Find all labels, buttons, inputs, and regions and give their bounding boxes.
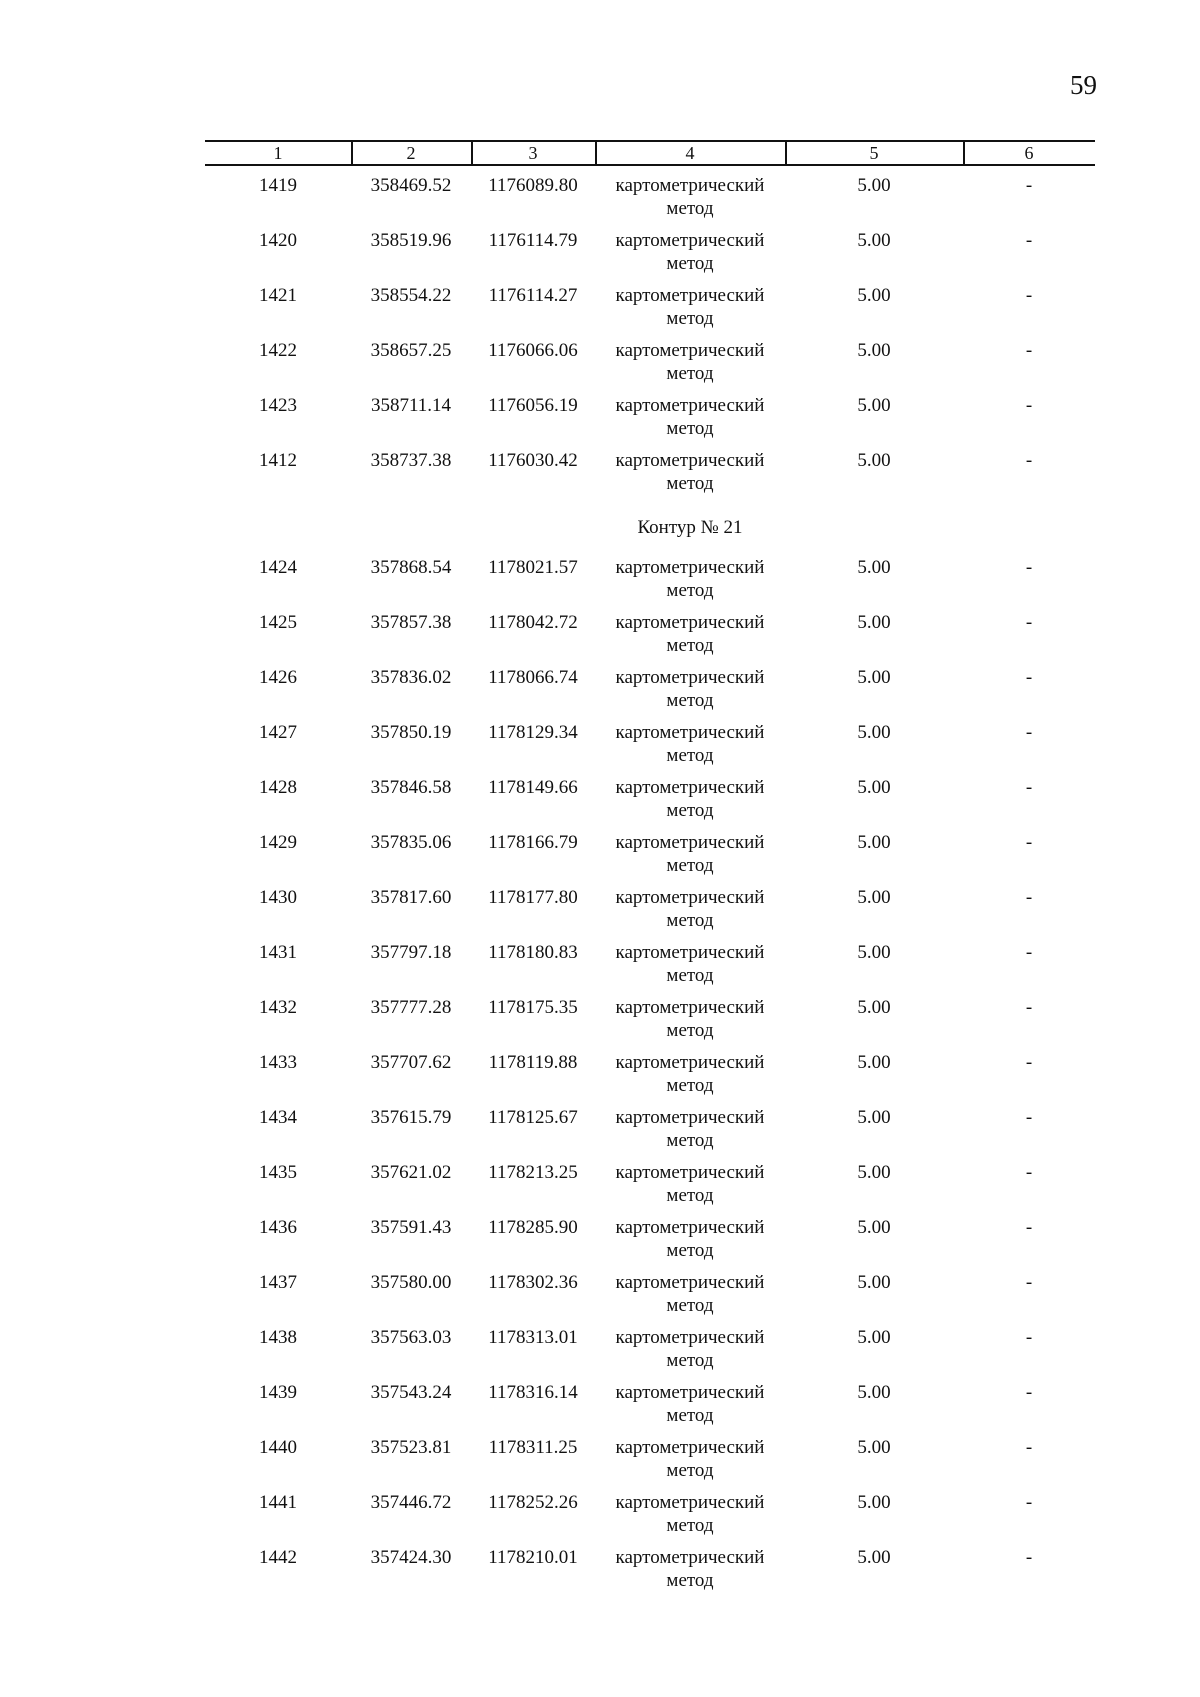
method-line-1: картометрический — [615, 1272, 765, 1293]
point-number: 1424 — [259, 557, 297, 578]
table-row — [205, 394, 1095, 440]
method-line-1: картометрический — [615, 395, 765, 416]
method-line-2: метод — [666, 800, 714, 821]
point-number: 1437 — [259, 1272, 297, 1293]
method-line-1: картометрический — [615, 1107, 765, 1128]
note-value: - — [1025, 612, 1033, 633]
coordinate-x: 357615.79 — [370, 1107, 452, 1128]
method-cell — [595, 666, 785, 712]
point-number: 1427 — [259, 722, 297, 743]
point-number: 1426 — [259, 667, 297, 688]
method-line-1: картометрический — [615, 832, 765, 853]
coordinate-x: 357817.60 — [370, 887, 452, 908]
method-line-1: картометрический — [615, 1492, 765, 1513]
coordinate-x: 358469.52 — [370, 175, 452, 196]
point-number: 1421 — [259, 285, 297, 306]
coordinate-y: 1178175.35 — [488, 997, 578, 1018]
method-cell — [595, 996, 785, 1042]
method-line-1: картометрический — [615, 1327, 765, 1348]
table-row — [205, 1326, 1095, 1372]
method-line-2: метод — [666, 418, 714, 439]
accuracy-value: 5.00 — [857, 1162, 891, 1183]
table-row — [205, 611, 1095, 657]
method-cell — [595, 776, 785, 822]
accuracy-value: 5.00 — [857, 777, 891, 798]
column-header-2: 2 — [351, 142, 473, 164]
note-value: - — [1025, 340, 1033, 361]
method-line-1: картометрический — [615, 340, 765, 361]
point-number: 1431 — [259, 942, 297, 963]
method-line-1: картометрический — [615, 285, 765, 306]
method-cell — [595, 721, 785, 767]
note-value: - — [1025, 1437, 1033, 1458]
method-cell — [595, 886, 785, 932]
method-line-2: метод — [666, 1295, 714, 1316]
method-line-2: метод — [666, 690, 714, 711]
method-line-1: картометрический — [615, 887, 765, 908]
coordinate-y: 1178316.14 — [488, 1382, 578, 1403]
method-line-1: картометрический — [615, 557, 765, 578]
table-row — [205, 1106, 1095, 1152]
column-header-4: 4 — [595, 142, 787, 164]
coordinate-y: 1178285.90 — [488, 1217, 578, 1238]
coordinate-y: 1176066.06 — [488, 340, 578, 361]
point-number: 1430 — [259, 887, 297, 908]
note-value: - — [1025, 1327, 1033, 1348]
coordinate-x: 358657.25 — [370, 340, 452, 361]
method-line-2: метод — [666, 1460, 714, 1481]
contour-heading: Контур № 21 — [637, 517, 743, 538]
method-cell — [595, 394, 785, 440]
method-line-2: метод — [666, 1405, 714, 1426]
note-value: - — [1025, 997, 1033, 1018]
table-row — [205, 229, 1095, 275]
table-row — [205, 1051, 1095, 1097]
method-cell — [595, 174, 785, 220]
coordinate-y: 1176089.80 — [488, 175, 578, 196]
coordinate-y: 1178066.74 — [488, 667, 578, 688]
note-value: - — [1025, 175, 1033, 196]
method-cell — [595, 339, 785, 385]
method-cell — [595, 229, 785, 275]
method-line-1: картометрический — [615, 1547, 765, 1568]
table-row — [205, 1216, 1095, 1262]
point-number: 1412 — [259, 450, 297, 471]
accuracy-value: 5.00 — [857, 1382, 891, 1403]
note-value: - — [1025, 942, 1033, 963]
method-line-1: картометрический — [615, 997, 765, 1018]
coordinate-x: 357850.19 — [370, 722, 452, 743]
point-number: 1439 — [259, 1382, 297, 1403]
note-value: - — [1025, 450, 1033, 471]
note-value: - — [1025, 1382, 1033, 1403]
point-number: 1432 — [259, 997, 297, 1018]
accuracy-value: 5.00 — [857, 1437, 891, 1458]
coordinate-x: 357446.72 — [370, 1492, 452, 1513]
table-row — [205, 886, 1095, 932]
coordinate-y: 1178210.01 — [488, 1547, 578, 1568]
note-value: - — [1025, 1547, 1033, 1568]
note-value: - — [1025, 395, 1033, 416]
method-cell — [595, 1491, 785, 1537]
coordinate-x: 358737.38 — [370, 450, 452, 471]
point-number: 1433 — [259, 1052, 297, 1073]
coordinate-x: 357797.18 — [370, 942, 452, 963]
coordinate-y: 1176114.27 — [488, 285, 578, 306]
coordinate-x: 357563.03 — [370, 1327, 452, 1348]
method-line-2: метод — [666, 363, 714, 384]
accuracy-value: 5.00 — [857, 997, 891, 1018]
coordinate-y: 1178042.72 — [488, 612, 578, 633]
method-line-2: метод — [666, 965, 714, 986]
method-cell — [595, 831, 785, 877]
coordinate-x: 357857.38 — [370, 612, 452, 633]
table-row — [205, 339, 1095, 385]
method-line-2: метод — [666, 580, 714, 601]
method-cell — [595, 449, 785, 495]
accuracy-value: 5.00 — [857, 832, 891, 853]
accuracy-value: 5.00 — [857, 612, 891, 633]
method-line-1: картометрический — [615, 942, 765, 963]
table-row — [205, 721, 1095, 767]
accuracy-value: 5.00 — [857, 722, 891, 743]
accuracy-value: 5.00 — [857, 450, 891, 471]
note-value: - — [1025, 557, 1033, 578]
point-number: 1436 — [259, 1217, 297, 1238]
note-value: - — [1025, 230, 1033, 251]
coordinate-y: 1178252.26 — [488, 1492, 578, 1513]
coordinate-y: 1178119.88 — [488, 1052, 578, 1073]
table-row — [205, 174, 1095, 220]
coordinate-y: 1178125.67 — [488, 1107, 578, 1128]
method-line-1: картометрический — [615, 1382, 765, 1403]
column-header-6: 6 — [1024, 143, 1034, 163]
method-line-2: метод — [666, 1075, 714, 1096]
coordinate-x: 357621.02 — [370, 1162, 452, 1183]
method-line-1: картометрический — [615, 722, 765, 743]
note-value: - — [1025, 1162, 1033, 1183]
method-cell — [595, 1161, 785, 1207]
table-row — [205, 1491, 1095, 1537]
coordinate-x: 357846.58 — [370, 777, 452, 798]
method-line-1: картометрический — [615, 612, 765, 633]
method-line-2: метод — [666, 910, 714, 931]
table-header — [205, 140, 1095, 166]
method-line-2: метод — [666, 1515, 714, 1536]
table-row — [205, 1381, 1095, 1427]
method-line-1: картометрический — [615, 175, 765, 196]
point-number: 1423 — [259, 395, 297, 416]
accuracy-value: 5.00 — [857, 942, 891, 963]
column-header-3: 3 — [471, 142, 597, 164]
note-value: - — [1025, 1052, 1033, 1073]
coordinate-x: 357591.43 — [370, 1217, 452, 1238]
coordinate-y: 1178129.34 — [488, 722, 578, 743]
note-value: - — [1025, 1107, 1033, 1128]
point-number: 1435 — [259, 1162, 297, 1183]
method-line-2: метод — [666, 1350, 714, 1371]
note-value: - — [1025, 1272, 1033, 1293]
coordinate-x: 357424.30 — [370, 1547, 452, 1568]
point-number: 1441 — [259, 1492, 297, 1513]
method-line-1: картометрический — [615, 1217, 765, 1238]
coordinate-x: 357580.00 — [370, 1272, 452, 1293]
method-line-1: картометрический — [615, 1052, 765, 1073]
accuracy-value: 5.00 — [857, 1272, 891, 1293]
point-number: 1440 — [259, 1437, 297, 1458]
note-value: - — [1025, 667, 1033, 688]
method-line-2: метод — [666, 1185, 714, 1206]
method-line-2: метод — [666, 473, 714, 494]
coordinate-x: 358519.96 — [370, 230, 452, 251]
accuracy-value: 5.00 — [857, 887, 891, 908]
method-line-2: метод — [666, 1130, 714, 1151]
method-cell — [595, 611, 785, 657]
accuracy-value: 5.00 — [857, 175, 891, 196]
method-line-1: картометрический — [615, 1437, 765, 1458]
note-value: - — [1025, 832, 1033, 853]
coordinate-y: 1178180.83 — [488, 942, 578, 963]
table-row — [205, 666, 1095, 712]
table-row — [205, 284, 1095, 330]
coordinate-y: 1178302.36 — [488, 1272, 578, 1293]
accuracy-value: 5.00 — [857, 340, 891, 361]
method-line-2: метод — [666, 635, 714, 656]
accuracy-value: 5.00 — [857, 230, 891, 251]
method-line-2: метод — [666, 855, 714, 876]
point-number: 1434 — [259, 1107, 297, 1128]
point-number: 1442 — [259, 1547, 297, 1568]
method-line-2: метод — [666, 198, 714, 219]
coordinate-x: 357523.81 — [370, 1437, 452, 1458]
point-number: 1429 — [259, 832, 297, 853]
note-value: - — [1025, 887, 1033, 908]
table-row — [205, 776, 1095, 822]
note-value: - — [1025, 777, 1033, 798]
method-line-2: метод — [666, 1240, 714, 1261]
accuracy-value: 5.00 — [857, 1052, 891, 1073]
coordinate-y: 1178313.01 — [488, 1327, 578, 1348]
method-cell — [595, 1271, 785, 1317]
coordinate-y: 1176030.42 — [488, 450, 578, 471]
point-number: 1419 — [259, 175, 297, 196]
method-line-1: картометрический — [615, 230, 765, 251]
accuracy-value: 5.00 — [857, 285, 891, 306]
table-row — [205, 941, 1095, 987]
coordinate-x: 357707.62 — [370, 1052, 452, 1073]
method-line-1: картометрический — [615, 667, 765, 688]
table-row — [205, 449, 1095, 495]
coordinate-x: 357836.02 — [370, 667, 452, 688]
coordinate-y: 1178021.57 — [488, 557, 578, 578]
column-header-1: 1 — [205, 142, 353, 164]
method-cell — [595, 1546, 785, 1592]
note-value: - — [1025, 1492, 1033, 1513]
table-row — [205, 1161, 1095, 1207]
point-number: 1422 — [259, 340, 297, 361]
coordinate-x: 357543.24 — [370, 1382, 452, 1403]
page-number: 59 — [1070, 70, 1097, 100]
coordinate-y: 1176114.79 — [488, 230, 578, 251]
point-number: 1420 — [259, 230, 297, 251]
coordinate-y: 1176056.19 — [488, 395, 578, 416]
note-value: - — [1025, 722, 1033, 743]
method-line-1: картометрический — [615, 1162, 765, 1183]
accuracy-value: 5.00 — [857, 1327, 891, 1348]
column-header-5: 5 — [785, 142, 965, 164]
table-row — [205, 556, 1095, 602]
accuracy-value: 5.00 — [857, 1217, 891, 1238]
coordinate-x: 357777.28 — [370, 997, 452, 1018]
method-cell — [595, 1381, 785, 1427]
coordinate-x: 358711.14 — [370, 395, 452, 416]
note-value: - — [1025, 1217, 1033, 1238]
accuracy-value: 5.00 — [857, 1492, 891, 1513]
method-cell — [595, 1326, 785, 1372]
note-value: - — [1025, 285, 1033, 306]
method-line-1: картометрический — [615, 777, 765, 798]
method-cell — [595, 284, 785, 330]
accuracy-value: 5.00 — [857, 557, 891, 578]
method-line-2: метод — [666, 308, 714, 329]
coordinate-y: 1178166.79 — [488, 832, 578, 853]
point-number: 1438 — [259, 1327, 297, 1348]
coordinate-x: 357868.54 — [370, 557, 452, 578]
coordinate-y: 1178311.25 — [488, 1437, 578, 1458]
table-row — [205, 1436, 1095, 1482]
table-row — [205, 1546, 1095, 1592]
method-line-2: метод — [666, 745, 714, 766]
accuracy-value: 5.00 — [857, 667, 891, 688]
accuracy-value: 5.00 — [857, 1547, 891, 1568]
method-cell — [595, 1051, 785, 1097]
method-line-2: метод — [666, 1570, 714, 1591]
point-number: 1425 — [259, 612, 297, 633]
table-row — [205, 996, 1095, 1042]
coordinate-y: 1178177.80 — [488, 887, 578, 908]
point-number: 1428 — [259, 777, 297, 798]
method-line-1: картометрический — [615, 450, 765, 471]
table-row — [205, 831, 1095, 877]
coordinate-x: 358554.22 — [370, 285, 452, 306]
method-cell — [595, 1106, 785, 1152]
accuracy-value: 5.00 — [857, 395, 891, 416]
method-line-2: метод — [666, 253, 714, 274]
table-row — [205, 1271, 1095, 1317]
method-cell — [595, 941, 785, 987]
method-line-2: метод — [666, 1020, 714, 1041]
coordinate-y: 1178213.25 — [488, 1162, 578, 1183]
method-cell — [595, 556, 785, 602]
coordinate-x: 357835.06 — [370, 832, 452, 853]
accuracy-value: 5.00 — [857, 1107, 891, 1128]
coordinate-y: 1178149.66 — [488, 777, 578, 798]
method-cell — [595, 1436, 785, 1482]
method-cell — [595, 1216, 785, 1262]
